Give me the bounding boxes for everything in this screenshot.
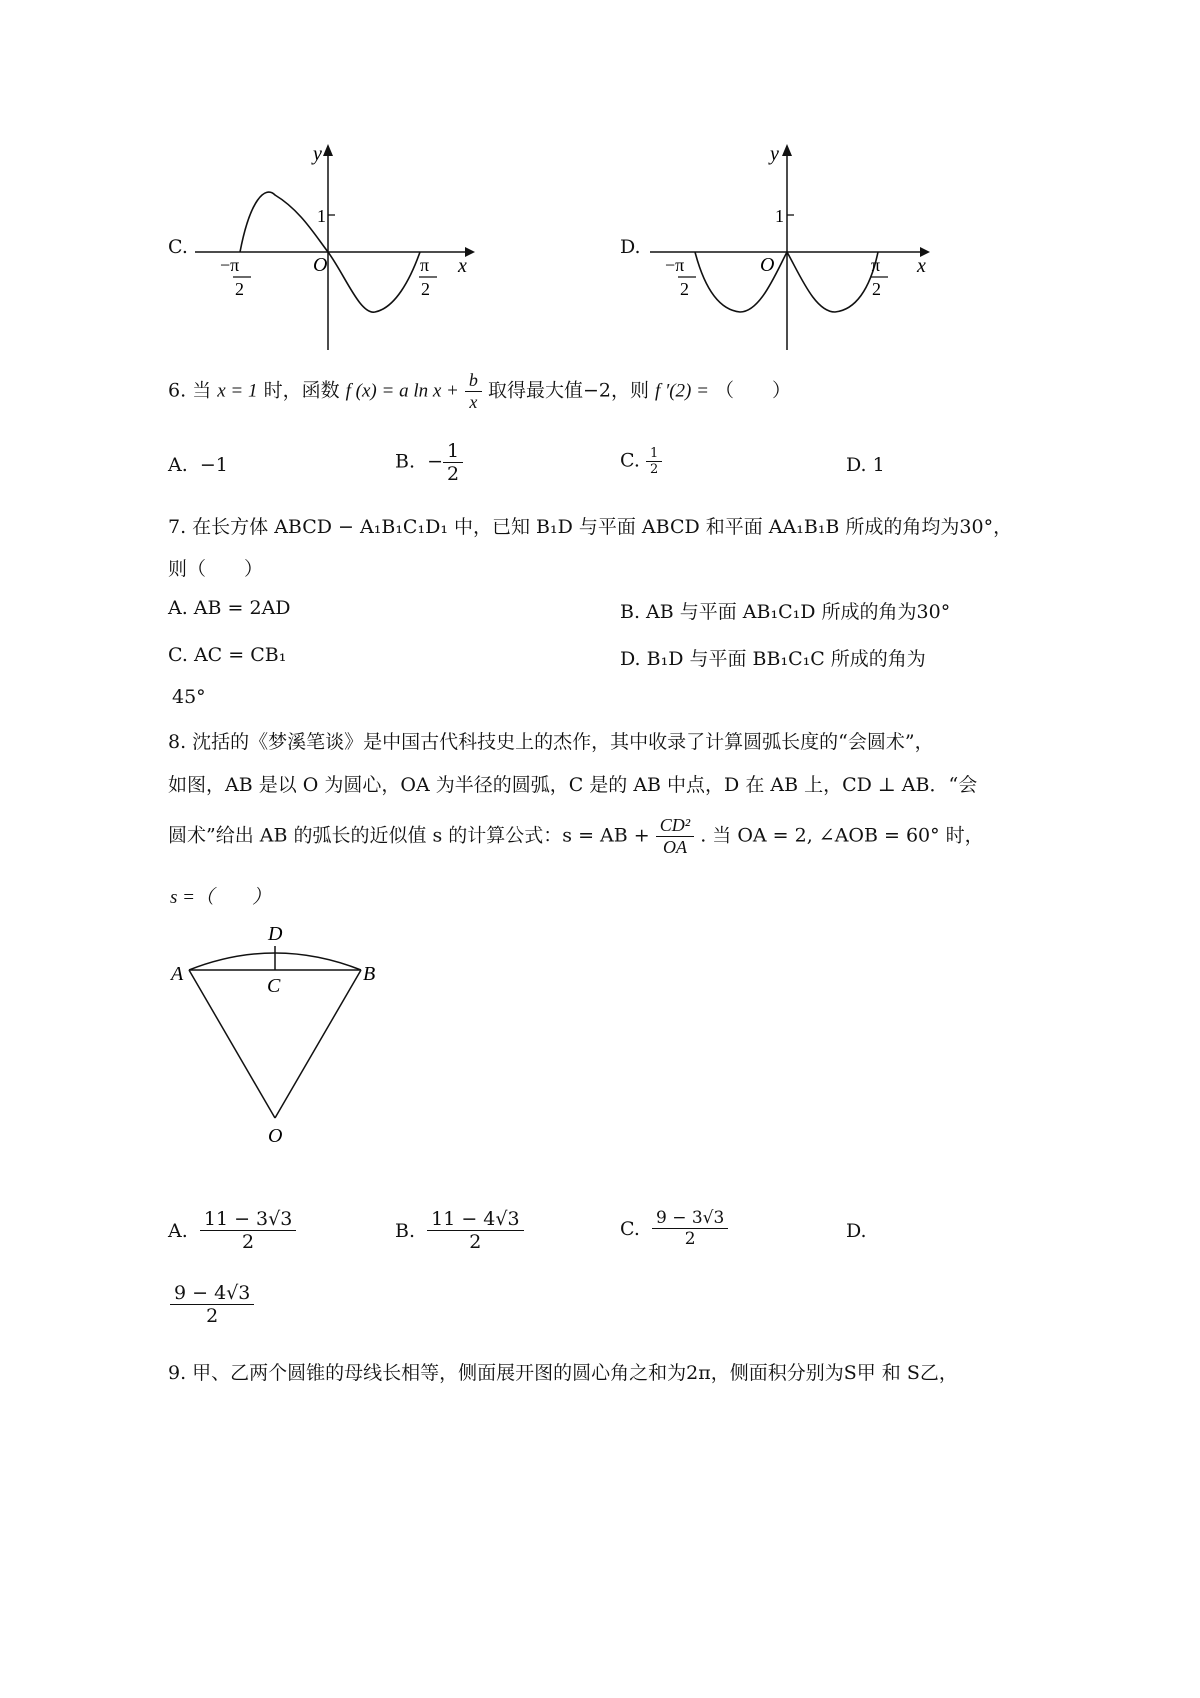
q8-stem-line1: 8. 沈括的《梦溪笔谈》是中国古代科技史上的杰作，其中收录了计算圆弧长度的“会圆术”， [168, 731, 934, 753]
y-label: y [313, 143, 322, 165]
point-a-label: A [171, 963, 184, 985]
q5-graph-c [195, 140, 485, 355]
y-axis-arrow-icon [782, 144, 792, 156]
q7-option-c[interactable]: C. AC = CB₁ [168, 644, 287, 666]
q7-stem-line2: 则（ ） [168, 558, 264, 580]
origin-label: O [313, 254, 328, 276]
neg-pi-den: 2 [680, 279, 689, 299]
q8-stem-line2: 如图，AB 是以 O 为圆心，OA 为半径的圆弧，C 是的 AB 中点，D 在 AB 上，CD ⊥ AB．“会 [168, 774, 978, 796]
neg-pi-label: −π [665, 255, 685, 275]
one-label: 1 [775, 206, 784, 226]
q9-stem-line1: 9. 甲、乙两个圆锥的母线长相等，侧面展开图的圆心角之和为2π，侧面积分别为S甲 和 S乙， [168, 1362, 958, 1384]
q6-option-d[interactable]: D. 1 [846, 454, 885, 476]
q8-stem-line4: s =（ ） [170, 887, 271, 908]
q8-option-a[interactable]: A. $\frac{11 - 3√3}{2}$ [168, 1208, 296, 1253]
pos-pi-label: π [871, 255, 881, 275]
pos-pi-label: π [420, 255, 430, 275]
point-c-label: C [267, 975, 281, 997]
q8-option-c[interactable]: C. $\frac{9 - 3√3}{2}$ [620, 1208, 728, 1249]
point-o-label: O [268, 1125, 283, 1147]
q5-graph-d [650, 140, 940, 355]
pos-pi-den: 2 [872, 279, 881, 299]
q8-option-d-value: $\frac{9 - 4√3}{2}$ [170, 1282, 254, 1327]
x-label: x [458, 255, 467, 277]
q6-stem: 6. 当 x = 1 时，函数 f (x) = a ln x + $\frac{b}{x}$ 取得最大值−2，则 f ′(2) = （ ） [168, 370, 792, 412]
q7-option-a[interactable]: A. AB = 2AD [168, 597, 291, 619]
x-label: x [917, 255, 926, 277]
one-label: 1 [317, 206, 326, 226]
point-d-label: D [268, 923, 283, 945]
pos-pi-den: 2 [421, 279, 430, 299]
y-axis-arrow-icon [323, 144, 333, 156]
q6-option-b[interactable]: B. − $\frac{1}{2}$ [395, 440, 463, 485]
radius-oa [189, 970, 275, 1118]
origin-label: O [760, 254, 775, 276]
q7-option-d-continued: 45° [172, 686, 206, 708]
q8-sector-diagram [165, 918, 395, 1148]
q7-option-d[interactable]: D. B₁D 与平面 BB₁C₁C 所成的角为 [620, 648, 926, 670]
q5-option-c-label: C. [168, 236, 188, 258]
q6-option-a[interactable]: A. −1 [168, 454, 228, 476]
y-label: y [770, 143, 779, 165]
q7-stem-line1: 7. 在长方体 ABCD − A₁B₁C₁D₁ 中，已知 B₁D 与平面 ABCD 和平面 AA₁B₁B 所成的角均为30°， [168, 516, 1013, 538]
neg-pi-den: 2 [235, 279, 244, 299]
q8-option-d-label[interactable]: D. [846, 1220, 867, 1242]
q6-option-c[interactable]: C. $\frac{1}{2}$ [620, 446, 662, 477]
q8-option-b[interactable]: B. $\frac{11 - 4√3}{2}$ [395, 1208, 524, 1253]
neg-pi-label: −π [220, 255, 240, 275]
radius-ob [275, 970, 361, 1118]
point-b-label: B [363, 963, 376, 985]
q8-stem-line3: 圆术”给出 AB 的弧长的近似值 s 的计算公式：s = AB + $\frac{\text{CD²}}{OA}$ . 当 OA = 2, ∠AOB = 60° 时， [168, 815, 984, 857]
q5-option-d-label: D. [620, 236, 641, 258]
q7-option-b[interactable]: B. AB 与平面 AB₁C₁D 所成的角为30° [620, 601, 951, 623]
